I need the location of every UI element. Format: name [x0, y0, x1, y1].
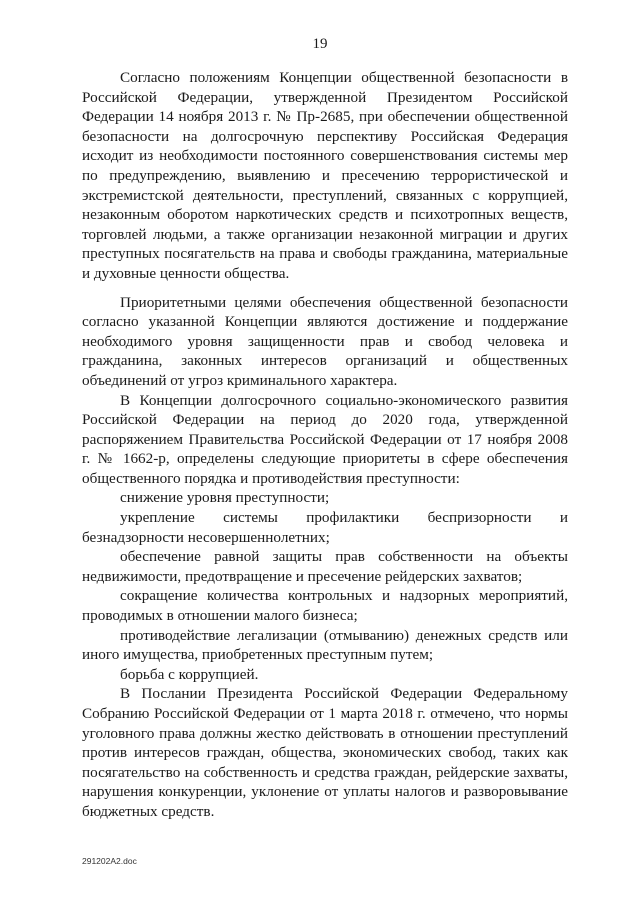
list-item-property-protection: обеспечение равной защиты прав собственности на объекты недвижимости, предотвращение и пресечение рейдерских захватов;	[82, 548, 568, 585]
paragraph-priority-goals: Приоритетными целями обеспечения общественной безопасности согласно указанной Концепции являются достижение и поддержание необходимого уровня защищенности прав и свобод человека и гражданина, законных интересов организаций и общественных объединений от угроз криминального характера.	[82, 293, 568, 389]
paragraph-concept-public-security: Согласно положениям Концепции общественной безопасности в Российской Федерации, утвержденной Президентом Российской Федерации 14 ноября 2013 г. № Пр-2685, при обеспечении общественной безопасности на долгосрочную перспективу Российская Федерация исходит из необходимости постоянного совершенствования системы мер по предупреждению, выявлению и пресечению террористической и экстремистской деятельности, преступлений, связанных с коррупцией, незаконным оборотом наркотических средств и психотропных веществ, торговлей людьми, а также организации незаконной миграции и других преступных посягательств на права и свободы гражданина, материальные и духовные ценности общества.	[82, 69, 568, 282]
list-item-anti-money-laundering: противодействие легализации (отмыванию) денежных средств или иного имущества, приобретенных преступным путем;	[82, 626, 568, 664]
paragraph-long-term-concept: В Концепции долгосрочного социально-экономического развития Российской Федерации на период до 2020 года, утвержденной распоряжением Правительства Российской Федерации от 17 ноября 2008 г. № 1662-р, определены следующие приоритеты в сфере обеспечения общественного порядка и противодействия преступности:	[82, 391, 568, 487]
document-file-code: 291202A2.doc	[82, 856, 137, 866]
page-number: 19	[312, 36, 328, 52]
document-body	[82, 68, 568, 822]
list-item-anti-corruption: борьба с коррупцией.	[120, 665, 259, 683]
paragraph-presidential-address: В Послании Президента Российской Федерации Федеральному Собранию Российской Федерации от 1 марта 2018 г. отмечено, что нормы уголовного права должны жестко действовать в отношении преступлений против интересов граждан, общества, экономических свобод, таких как посягательство на собственность и средства граждан, рейдерские захваты, нарушения конкуренции, уклонение от уплаты налогов и разворовывание бюджетных средств.	[82, 685, 568, 820]
list-item-prevention: укрепление системы профилактики беспризорности и безнадзорности несовершеннолетних;	[82, 509, 568, 546]
list-item-crime-reduction: снижение уровня преступности;	[120, 489, 330, 507]
list-item-inspections-reduction: сокращение количества контрольных и надзорных мероприятий, проводимых в отношении малого бизнеса;	[82, 587, 568, 625]
